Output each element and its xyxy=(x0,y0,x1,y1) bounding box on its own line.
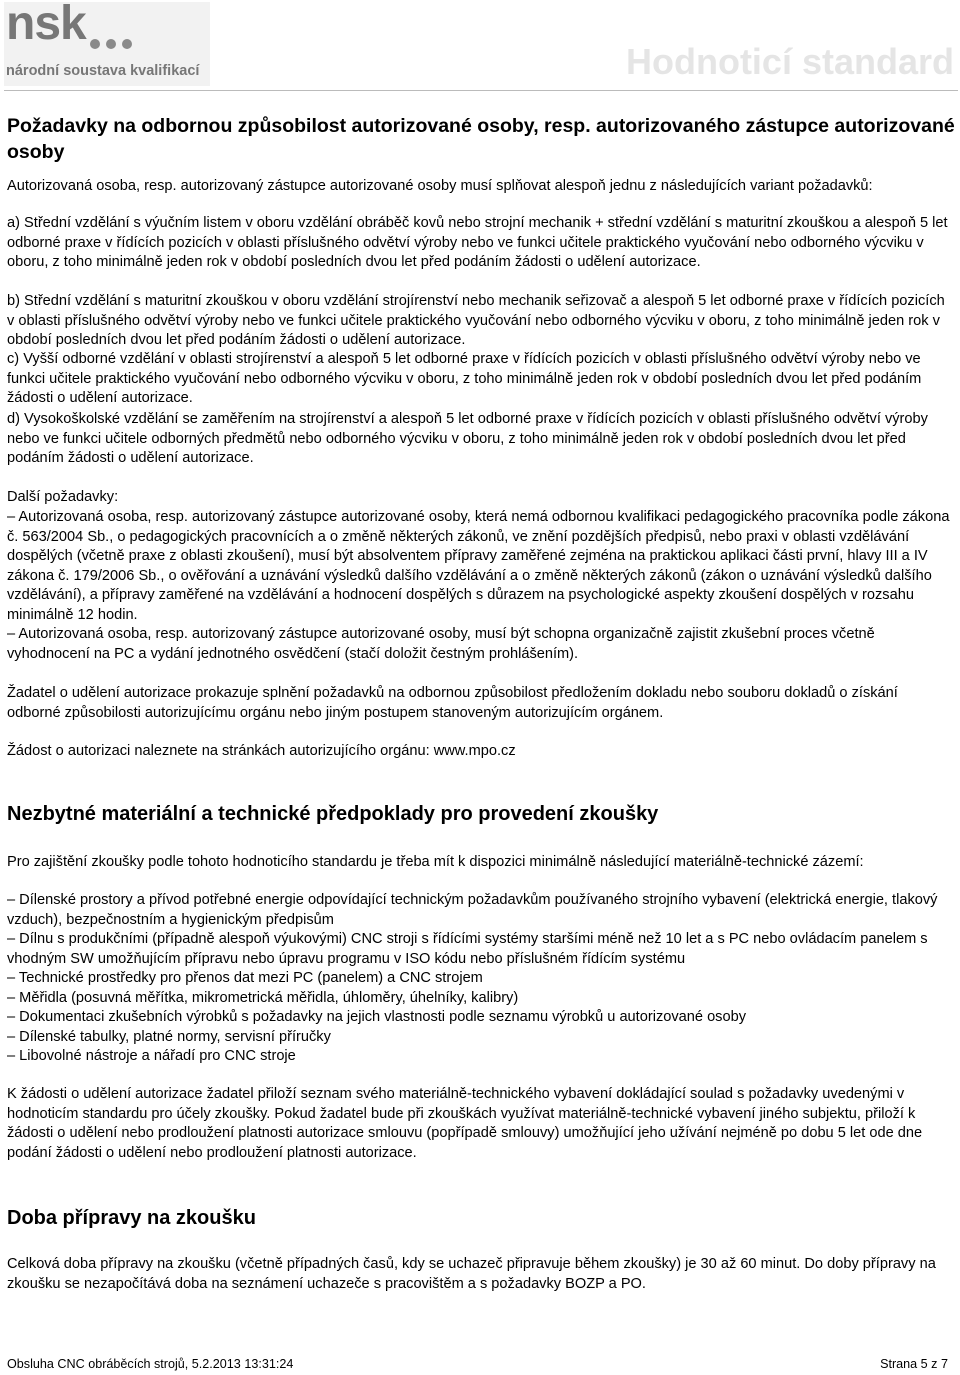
materials-intro: Pro zajištění zkoušky podle tohoto hodnoticího standardu je třeba mít k dispozici minimálně následující materiálně-technické zázemí: xyxy=(7,854,864,870)
header-divider xyxy=(4,90,958,91)
additional-requirement-item: – Autorizovaná osoba, resp. autorizovaný zástupce autorizované osoby, která nemá odbornou kvalifikaci pedagogického pracovníka podle zákona č. 563/2004 Sb., o pedagogických pracovnících a o změně některých zákonů, ve znění pozdějších předpisů, nebo praxi v oblasti vzdělávání dospělých (včetně praxe z oblasti zkoušení), musí být absolventem přípravy zaměřené zejména na praktickou aplikaci části první, hlavy III a IV zákona č. 179/2006 Sb., o ověřování a uznávání výsledků dalšího vzdělávání a o změně některých zákonů (zákon o uznávání výsledků dalšího vzdělávání), a přípravy zaměřené na vzdělávání a hodnocení dospělých s důrazem na psychologické aspekty zkoušení dospělých v rozsahu minimálně 12 hodin. xyxy=(7,509,950,623)
variant-b: b) Střední vzdělání s maturitní zkouškou v oboru vzdělání strojírenství nebo mechanik seřizovač a alespoň 5 let odborné praxe v řídících pozicích v oblasti příslušného odvětví výroby nebo ve funkci učitele praktického vyučování nebo odborného výcviku v oboru, z toho minimálně jeden rok v období posledních dvou let před podáním žádosti o udělení autorizace. xyxy=(7,293,945,348)
section-title-materials: Nezbytné materiální a technické předpoklady pro provedení zkoušky xyxy=(7,803,659,825)
application-text: Žádost o autorizaci naleznete na stránkách autorizujícího orgánu: www.mpo.cz xyxy=(7,743,516,759)
page-number: Strana 5 z 7 xyxy=(880,1357,948,1371)
logo-subtitle: národní soustava kvalifikací xyxy=(6,63,200,79)
section-title-requirements: Požadavky na odbornou způsobilost autorizované osoby, resp. autorizovaného zástupce autorizované osoby xyxy=(7,115,955,163)
additional-requirements-label: Další požadavky: xyxy=(7,489,119,505)
materials-item: – Dílenské tabulky, platné normy, servisní příručky xyxy=(7,1029,331,1045)
variant-a: a) Střední vzdělání s výučním listem v oboru vzdělání obráběč kovů nebo strojní mechanik + střední vzdělání s maturitní zkouškou a alespoň 5 let odborné praxe v řídících pozicích v oblasti příslušného odvětví výroby nebo ve funkci učitele praktického vyučování nebo odborného výcviku v oboru, z toho minimálně jeden rok v období posledních dvou let před podáním žádosti o udělení autorizace. xyxy=(7,215,948,270)
proof-text: Žadatel o udělení autorizace prokazuje splnění požadavků na odbornou způsobilost předložením dokladu nebo souboru dokladů o získání odborné způsobilosti autorizujícímu orgánu nebo jiným postupem stanoveným autorizujícím orgánem. xyxy=(7,685,898,721)
logo-wordmark: nsk xyxy=(6,0,86,50)
logo-dots-icon xyxy=(90,36,138,56)
section-title-preparation: Doba přípravy na zkoušku xyxy=(7,1207,256,1229)
materials-item: – Dokumentaci zkušebních výrobků s požadavky na jejich vlastnosti podle seznamu výrobků u autorizované osoby xyxy=(7,1009,747,1025)
materials-closing: K žádosti o udělení autorizace žadatel přiloží seznam svého materiálně-technického vybavení dokládající soulad s požadavky uvedenými v hodnoticím standardu pro účely zkoušky. Pokud žadatel bude při zkouškách využívat materiálně-technické vybavení jiného subjektu, přiloží k žádosti o udělení nebo prodloužení platnosti autorizace smlouvu (popřípadě smlouvy) umožňující jeho užívání nejméně po dobu 5 let ode dne podání žádosti o udělení nebo prodloužení platnosti autorizace. xyxy=(7,1086,923,1161)
preparation-text: Celková doba přípravy na zkoušku (včetně případných časů, kdy se uchazeč připravuje během zkoušky) je 30 až 60 minut. Do doby přípravy na zkoušku se nezapočítává doba na seznámení uchazeče s pracovištěm a s požadavky BOZP a PO. xyxy=(7,1256,936,1292)
requirements-intro: Autorizovaná osoba, resp. autorizovaný zástupce autorizované osoby musí splňovat alespoň jednu z následujících variant požadavků: xyxy=(7,178,873,194)
materials-item: – Dílnu s produkčními (případně alespoň výukovými) CNC stroji s řídícími systémy staršími méně než 10 let a s PC nebo ovládacím panelem s vhodným SW umožňujícím přípravu nebo úpravu programu v ISO kódu nebo příslušném řídícím systému xyxy=(7,931,928,967)
page-footer xyxy=(0,1352,960,1372)
materials-item: – Libovolné nástroje a nářadí pro CNC stroje xyxy=(7,1048,296,1064)
materials-item: – Dílenské prostory a přívod potřebné energie odpovídající technickým požadavkům používaného strojního vybavení (elektrická energie, tlakový vzduch), bezpečnostním a hygienickým předpisům xyxy=(7,892,938,928)
variant-d: d) Vysokoškolské vzdělání se zaměřením na strojírenství a alespoň 5 let odborné praxe v řídících pozicích v oblasti příslušného odvětví výroby nebo ve funkci učitele odborných předmětů nebo odborného výcviku v oboru, z toho minimálně jeden rok v období posledních dvou let před podáním žádosti o udělení autorizace. xyxy=(7,411,928,466)
footer-document-info: Obsluha CNC obráběcích strojů, 5.2.2013 13:31:24 xyxy=(7,1357,294,1371)
materials-item: – Měřidla (posuvná měřítka, mikrometrická měřidla, úhloměry, úhelníky, kalibry) xyxy=(7,990,519,1006)
page-header xyxy=(0,0,960,92)
document-title: Hodnoticí standard xyxy=(625,41,954,82)
variant-c: c) Vyšší odborné vzdělání v oblasti strojírenství a alespoň 5 let odborné praxe v řídících pozicích v oblasti příslušného odvětví výroby nebo ve funkci učitele praktického vyučování nebo odborného výcviku v oboru, z toho minimálně jeden rok v období posledních dvou let před podáním žádosti o udělení autorizace. xyxy=(7,351,922,406)
materials-item: – Technické prostředky pro přenos dat mezi PC (panelem) a CNC strojem xyxy=(7,970,483,986)
nsk-logo xyxy=(4,2,210,86)
additional-requirement-item: – Autorizovaná osoba, resp. autorizovaný zástupce autorizované osoby, musí být schopna organizačně zajistit zkušební proces včetně vyhodnocení na PC a vydání jednotného osvědčení (stačí doložit čestným prohlášením). xyxy=(7,626,875,662)
